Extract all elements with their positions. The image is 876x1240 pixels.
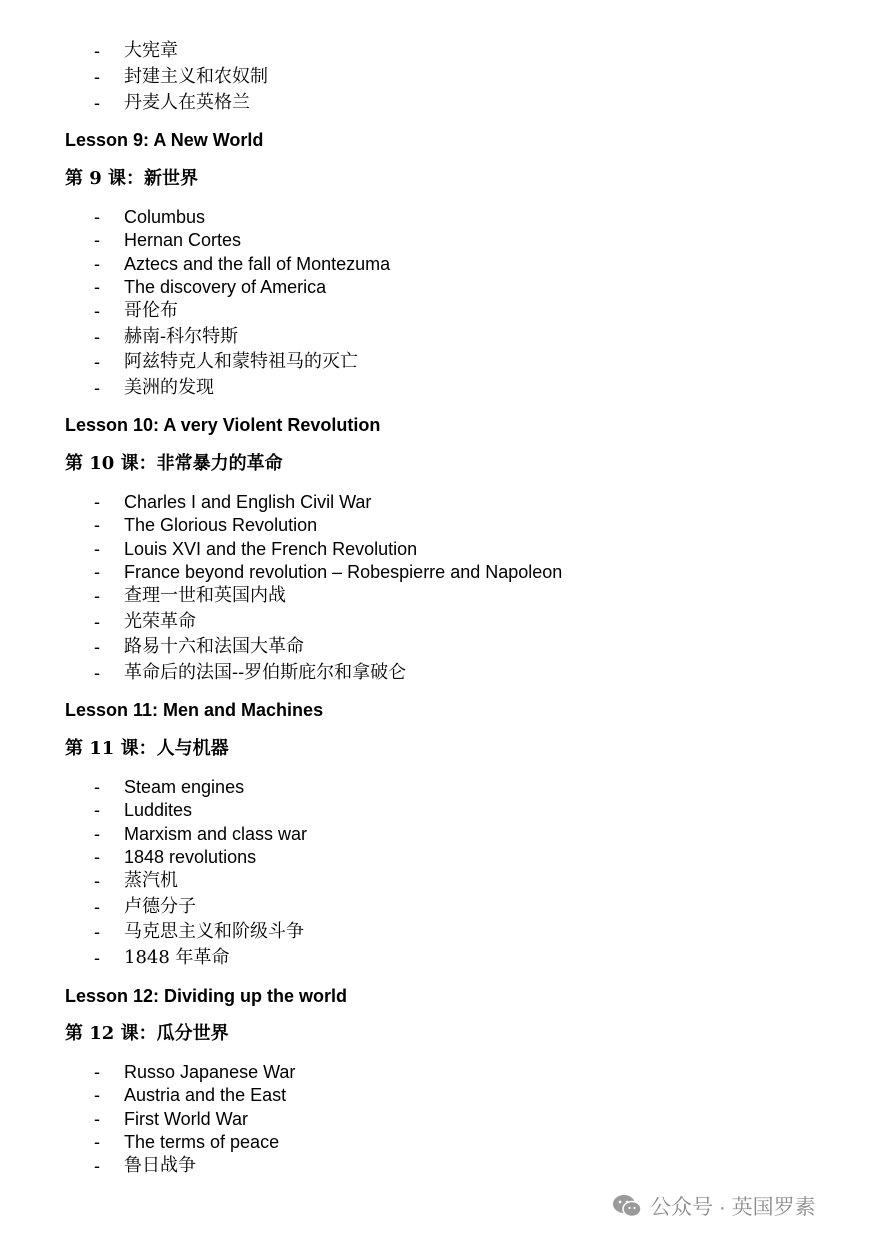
- watermark-text: 公众号 · 英国罗素: [650, 1196, 816, 1219]
- lesson-title-en: Lesson 9: A New World: [65, 130, 264, 150]
- lesson-title-zh: 第 9 课：新世界: [65, 168, 199, 189]
- lesson-title-en: Lesson 11: Men and Machines: [65, 700, 324, 720]
- lesson-title-en: Lesson 10: A very Violent Revolution: [65, 415, 381, 435]
- lesson-title-zh: 第 12 课：瓜分世界: [65, 1023, 229, 1044]
- watermark: [612, 1193, 816, 1219]
- lesson-title-zh: 第 10 课：非常暴力的革命: [65, 453, 283, 474]
- lesson-title-zh: 第 11 课：人与机器: [65, 738, 229, 759]
- wechat-icon: [612, 1194, 642, 1218]
- document-page: - 大宪章 - 封建主义和农奴制 - 丹麦人在英格兰 Lesson 9: A New World 第 9 课：新世界 - Columbus - Hernan Cortes - Aztecs and the fall of Montezuma - The discovery of America - 哥伦布 - 赫南-科尔特斯 - 阿兹特克人和蒙特祖马的灭亡 - 美洲的发现 Lesson 10: A very Violent Revolution 第 10 课：非常暴力的革命 - Charles I and English Civil War - The Glorious Revolution - Louis XVI and the French Revolution - France beyond revolution – Robespierre and Napoleon - 查理一世和英国内战 - 光荣革命 - 路易十六和法国大革命 - 革命后的法国--罗伯斯庇尔和拿破仑 Lesson 11: Men and Machines 第 11 课：人与机器 - Steam engines - Luddites - Marxism and class war - 1848 revolutions - 蒸汽机 - 卢德分子 - 马克思主义和阶级斗争 - 1848 年革命 Lesson 12: Dividing up the world 第 12 课：瓜分世界 - Russo Japanese War - Austria and the East - First World War - The terms of peace - 鲁日战争 公众号 · 英国罗素: [65, 40, 816, 1219]
- lesson-title-en: Lesson 12: Dividing up the world: [65, 986, 348, 1006]
